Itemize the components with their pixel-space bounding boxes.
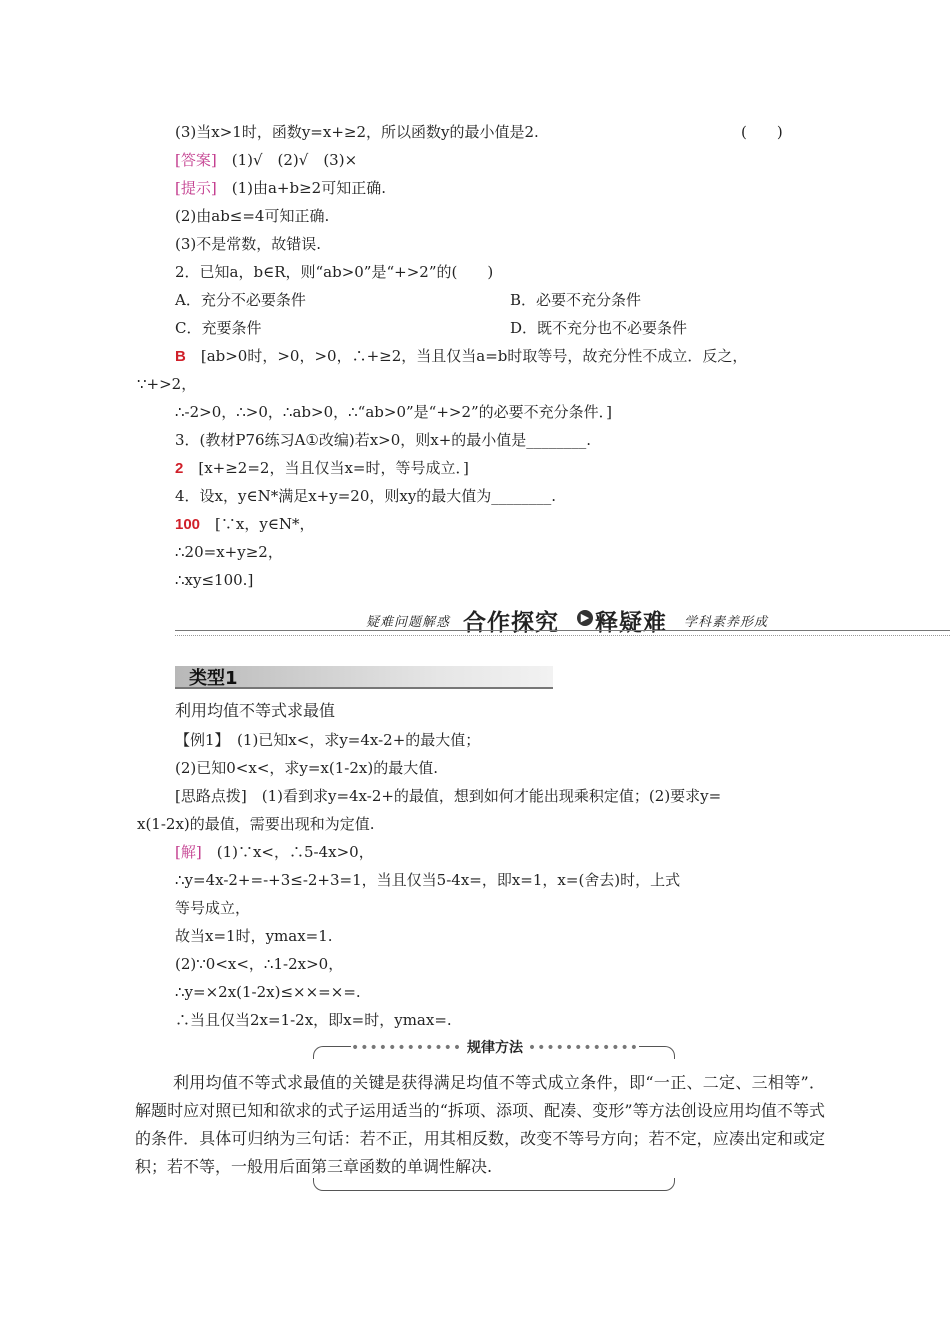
question-2: 2．已知a，b∈R，则“ab>0”是“+>2”的( ) xyxy=(175,263,494,281)
hint-text: (1)由a+b≥2可知正确. xyxy=(216,179,386,197)
rule-title xyxy=(351,1038,639,1058)
banner-right-text: 学科素养形成 xyxy=(684,615,769,630)
answer-tag: [答案] xyxy=(175,151,217,169)
answer-value: 100 xyxy=(175,516,201,533)
arrow-right-icon: ▶ xyxy=(577,610,593,626)
banner-title-2: 释疑难 xyxy=(595,610,667,636)
question-1-3: (3)当x>1时，函数y=x+≥2，所以函数y的最小值是2. xyxy=(175,123,539,141)
answer-text: (1)√ (2)√ (3)× xyxy=(216,151,358,169)
banner-title-1: 合作探究 xyxy=(463,610,559,636)
solution-step-1: ∴y=4x-2+=-+3≤-2+3=1，当且仅当5-4x=，即x=1，x=(舍去)时，上式 xyxy=(175,871,681,889)
solution-step-2: 等号成立， xyxy=(175,899,251,917)
dots-left: •••••••••••• xyxy=(351,1040,463,1056)
thought-cont: x(1-2x)的最值，需要出现和为定值. xyxy=(137,815,375,833)
solution-2-cont2: ∴-2>0，∴>0，∴ab>0，∴“ab>0”是“+>2”的必要不充分条件．] xyxy=(175,403,613,421)
option-b: B．必要不充分条件 xyxy=(510,291,642,309)
solution-4-cont2: ∴xy≤100.] xyxy=(175,571,254,589)
solution-step-6: ∴当且仅当2x=1-2x，即x=时，ymax=. xyxy=(175,1011,452,1029)
solution-step-3: 故当x=1时，ymax=1. xyxy=(175,927,333,945)
solution-step-5: ∴y=×2x(1-2x)≤××=×=. xyxy=(175,983,361,1001)
option-d: D．既不充分也不必要条件 xyxy=(510,319,688,337)
example-1: 【例1】 (1)已知x<，求y=4x-2+的最大值； xyxy=(175,731,481,749)
rule-paragraph: 利用均值不等式求最值的关键是获得满足均值不等式成立条件，即“一正、二定、三相等”．解题时应对照已知和欲求的式子运用适当的“拆项、添项、配凑、变形”等方法创设应用均值不等式的条件．具体可归纳为三句话：若不正，用其相反数，改变不等号方向；若不定，应凑出定和或定积；若不等，一般用后面第三章函数的单调性解决. xyxy=(135,1073,825,1176)
banner-left-text: 疑难问题解惑 xyxy=(366,615,451,630)
example-2: (2)已知0<x<，求y=x(1-2x)的最大值. xyxy=(175,759,438,777)
solution-text: (1)∵x<，∴5-4x>0， xyxy=(201,843,374,861)
hint-line xyxy=(175,178,386,198)
dots-right: •••••••••••• xyxy=(527,1040,639,1056)
option-c: C．充要条件 xyxy=(175,319,262,337)
option-a: A．充分不必要条件 xyxy=(175,291,306,309)
solution-3 xyxy=(175,458,469,479)
hint-3: (3)不是常数，故错误. xyxy=(175,235,322,253)
banner-divider xyxy=(175,630,950,636)
solution-3-text: [x+≥2=2，当且仅当x=时，等号成立．] xyxy=(183,459,469,477)
section-title: 利用均值不等式求最值 xyxy=(175,701,336,720)
hint-2: (2)由ab≤=4可知正确. xyxy=(175,207,330,225)
answer-paren: ( ) xyxy=(741,123,783,141)
question-3: 3．(教材P76练习A①改编)若x>0，则x+的最小值是________. xyxy=(175,431,592,449)
answer-value: 2 xyxy=(175,460,184,477)
solution-2-text: [ab>0时，>0，>0，∴+≥2，当且仅当a=b时取等号，故充分性不成立．反之， xyxy=(185,347,748,365)
solution-2-cont: ∵+>2， xyxy=(137,375,197,393)
thought-text: (1)看到求y=4x-2+的最值，想到如何才能出现乘积定值；(2)要求y= xyxy=(246,787,722,805)
answer-line xyxy=(175,150,357,170)
rule-title-text: 规律方法 xyxy=(467,1040,523,1056)
answer-letter: B xyxy=(175,348,186,365)
type-label: 类型1 xyxy=(189,668,238,689)
solution-4-cont: ∴20=x+y≥2， xyxy=(175,543,283,561)
thought-tag: [思路点拨] xyxy=(175,787,247,805)
thought-line xyxy=(175,786,721,806)
solution-4-text: [∵x，y∈N*， xyxy=(200,515,315,533)
question-4: 4．设x，y∈N*满足x+y=20，则xy的最大值为________. xyxy=(175,487,557,505)
rule-box-bottom xyxy=(313,1178,675,1191)
solution-line xyxy=(175,842,374,862)
solution-2 xyxy=(175,346,747,367)
solution-4 xyxy=(175,514,315,535)
solution-tag: [解] xyxy=(175,843,202,861)
solution-step-4: (2)∵0<x<，∴1-2x>0， xyxy=(175,955,344,973)
hint-tag: [提示] xyxy=(175,179,217,197)
